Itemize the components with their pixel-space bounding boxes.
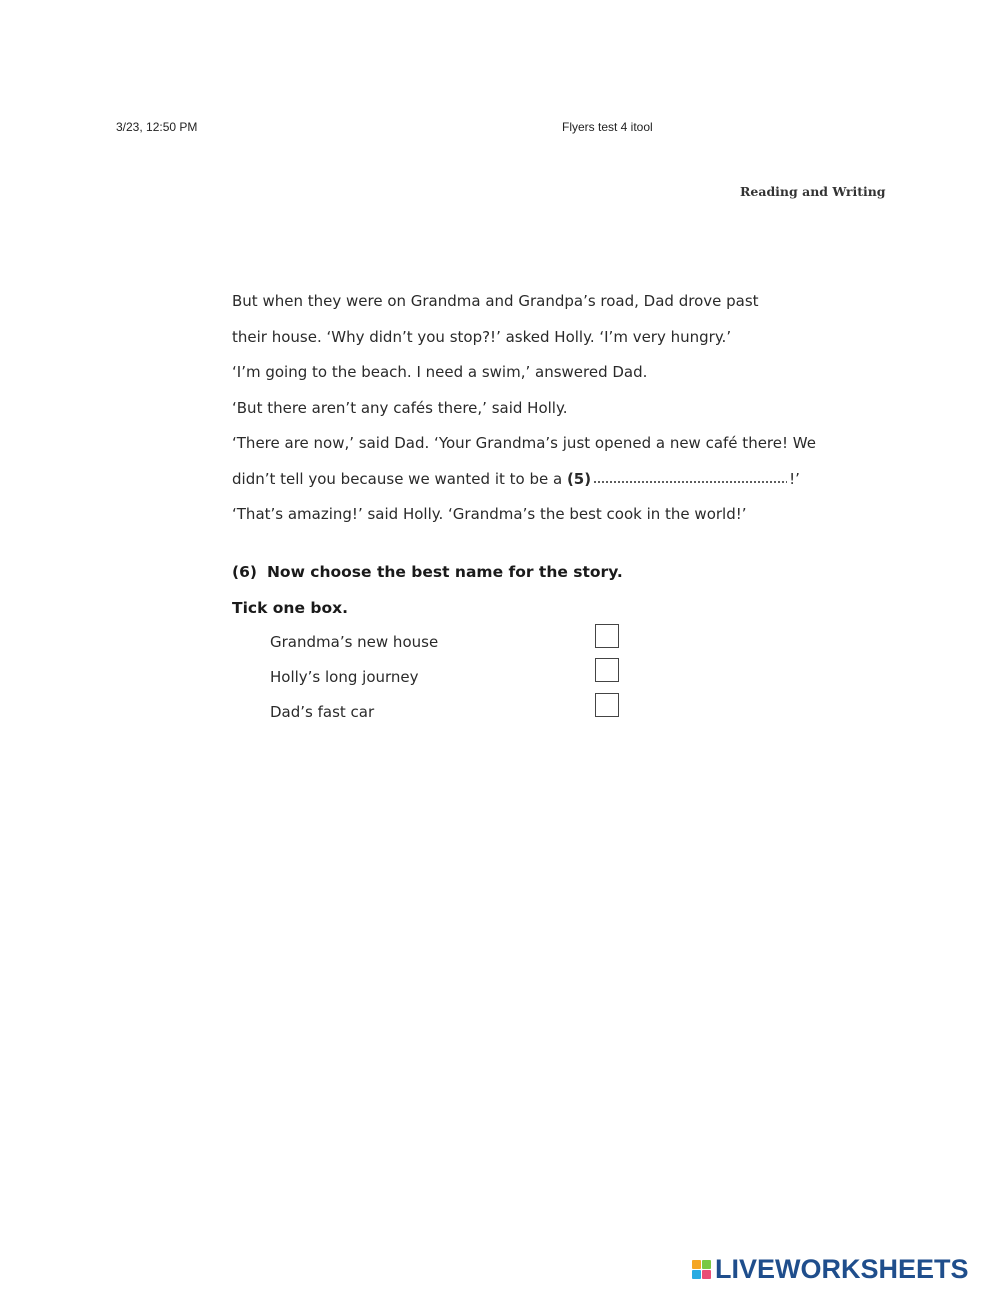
liveworksheets-logo-icon xyxy=(692,1260,711,1279)
story-text xyxy=(232,284,832,533)
option-label: Grandma’s new house xyxy=(270,633,439,651)
watermark-text: LIVEWORKSHEETS xyxy=(715,1254,969,1284)
question-number: (6) xyxy=(232,563,257,581)
option-label: Holly’s long journey xyxy=(270,668,419,686)
tick-box-option-2[interactable] xyxy=(595,658,619,682)
print-datetime: 3/23, 12:50 PM xyxy=(116,120,198,134)
gap-number: (5) xyxy=(566,469,592,488)
logo-tile xyxy=(702,1270,711,1279)
question-instruction: Tick one box. xyxy=(232,599,349,617)
story-line: their house. ‘Why didn’t you stop?!’ asked Holly. ‘I’m very hungry.’ xyxy=(232,327,732,346)
story-gap-line xyxy=(232,462,832,498)
tick-box-option-3[interactable] xyxy=(595,693,619,717)
question-6 xyxy=(232,563,623,581)
document-title: Flyers test 4 itool xyxy=(562,120,653,134)
story-line: But when they were on Grandma and Grandpa’s road, Dad drove past xyxy=(232,292,759,310)
tick-box-option-1[interactable] xyxy=(595,624,619,648)
story-line: ‘That’s amazing!’ said Holly. ‘Grandma’s the best cook in the world!’ xyxy=(232,505,747,523)
story-line: ‘There are now,’ said Dad. ‘Your Grandma’s just opened a new café there! We xyxy=(232,434,816,452)
liveworksheets-watermark xyxy=(692,1253,969,1285)
answer-gap-5[interactable] xyxy=(593,474,787,484)
option-label: Dad’s fast car xyxy=(270,703,375,721)
story-line: ‘I’m going to the beach. I need a swim,’ answered Dad. xyxy=(232,363,648,381)
logo-tile xyxy=(692,1260,701,1269)
gap-line-after: !’ xyxy=(789,469,800,488)
logo-tile xyxy=(702,1260,711,1269)
logo-tile xyxy=(692,1270,701,1279)
section-title: Reading and Writing xyxy=(740,184,886,199)
gap-line-before: didn’t tell you because we wanted it to be a xyxy=(232,469,563,488)
question-text: Now choose the best name for the story. xyxy=(266,563,623,581)
story-line: ‘But there aren’t any cafés there,’ said Holly. xyxy=(232,398,568,417)
